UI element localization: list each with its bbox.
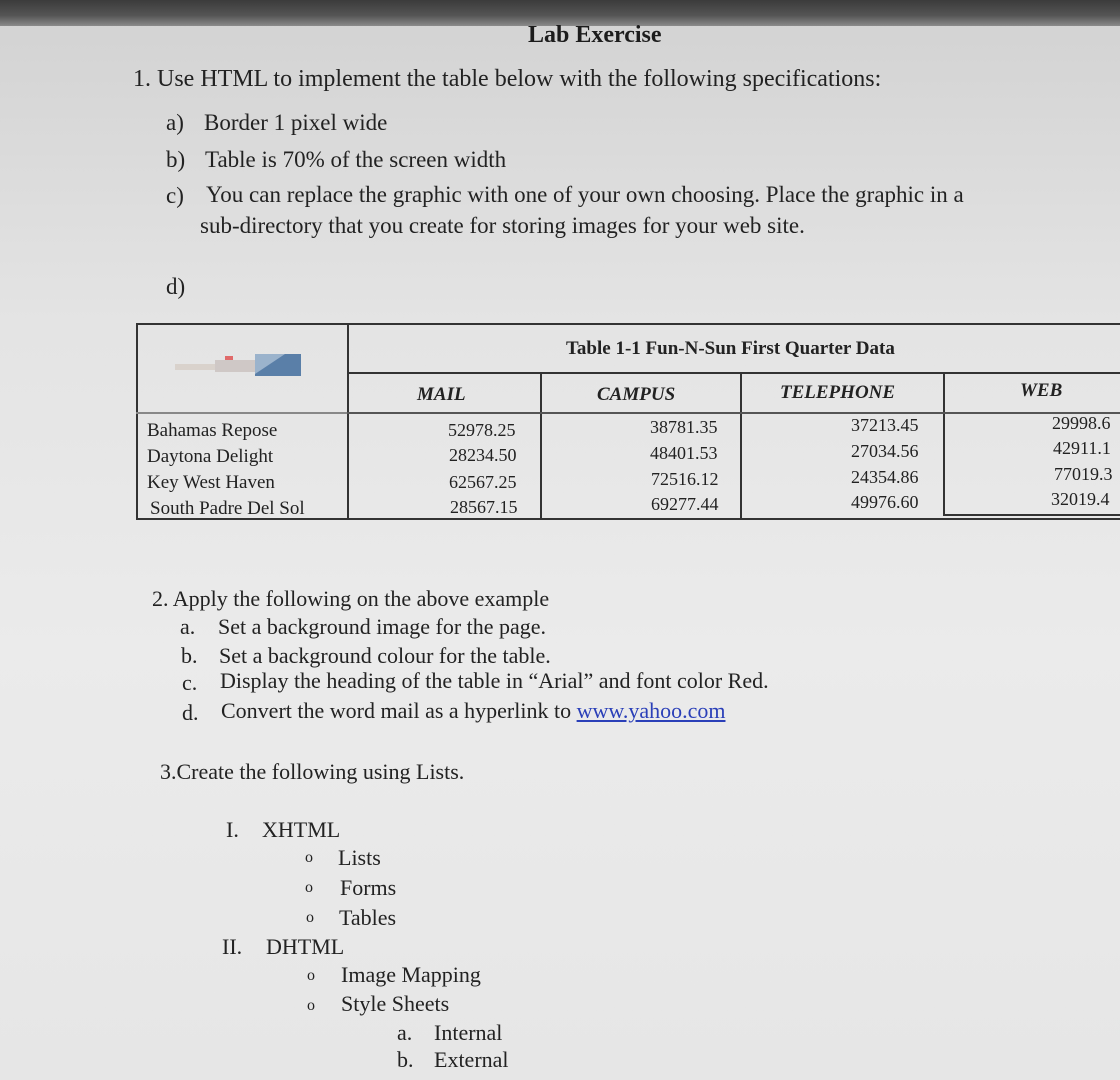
cell-value: 69277.44	[651, 494, 719, 514]
row-label: Daytona Delight	[147, 446, 274, 467]
q2-item-b-letter: b.	[181, 643, 198, 668]
yahoo-link[interactable]: www.yahoo.com	[576, 698, 726, 723]
column-header-mail: MAIL	[417, 384, 466, 405]
column-header-telephone: TELEPHONE	[780, 382, 896, 403]
cell-value: 72516.12	[651, 469, 719, 489]
page-title: Lab Exercise	[528, 22, 662, 48]
table-divider	[347, 372, 1120, 374]
cell-value: 29998.6	[1052, 413, 1111, 433]
table-divider	[943, 372, 945, 515]
column-header-campus: CAMPUS	[597, 384, 676, 405]
cell-value: 77019.3	[1054, 464, 1113, 484]
row-label: Bahamas Repose	[147, 420, 278, 441]
sublist-item: Internal	[434, 1020, 503, 1045]
cell-value: 24354.86	[851, 467, 919, 487]
q2-item-a-text: Set a background image for the page.	[218, 614, 547, 639]
bullet-icon: o	[305, 879, 313, 896]
cell-value: 62567.25	[449, 472, 517, 492]
spec-c-letter: c)	[166, 183, 184, 208]
table-divider	[347, 412, 1120, 414]
bullet-icon: o	[305, 849, 313, 866]
q2-item-d-letter: d.	[182, 700, 199, 725]
spec-c-text: You can replace the graphic with one of your own choosing. Place the graphic in a	[206, 182, 964, 207]
cell-value: 38781.35	[650, 417, 718, 437]
list-group-label: DHTML	[266, 934, 345, 959]
cell-value: 37213.45	[851, 415, 919, 435]
list-numeral: II.	[222, 934, 243, 959]
row-label: Key West Haven	[147, 472, 275, 493]
spec-a-letter: a)	[166, 110, 184, 135]
q2-item-a-letter: a.	[180, 614, 196, 639]
list-item: Forms	[340, 875, 397, 900]
spec-d-letter: d)	[166, 274, 186, 299]
row-label: South Padre Del Sol	[150, 498, 305, 519]
question-3: 3.Create the following using Lists.	[160, 759, 465, 784]
table-divider	[740, 374, 742, 518]
sublist-letter: a.	[397, 1020, 413, 1045]
list-item: Tables	[339, 905, 397, 930]
q2-item-b-text: Set a background colour for the table.	[219, 643, 551, 668]
spec-a-text: Border 1 pixel wide	[204, 110, 388, 135]
spec-b-text: Table is 70% of the screen width	[205, 147, 507, 172]
cell-value: 48401.53	[650, 443, 718, 463]
table-divider	[347, 323, 349, 520]
list-item: Style Sheets	[341, 991, 450, 1016]
question-2: 2. Apply the following on the above example	[152, 586, 550, 611]
cell-value: 42911.1	[1053, 438, 1111, 458]
bullet-icon: o	[307, 997, 315, 1014]
cell-value: 27034.56	[851, 441, 919, 461]
cell-value: 52978.25	[448, 420, 516, 440]
sublist-item: External	[434, 1047, 509, 1072]
question-1: 1. Use HTML to implement the table below with the following specifications:	[133, 66, 882, 92]
q2-item-c-letter: c.	[182, 670, 198, 695]
cell-value: 28567.15	[450, 497, 518, 517]
cell-value: 49976.60	[851, 492, 919, 512]
column-header-web: WEB	[1020, 380, 1063, 401]
table-divider	[540, 374, 542, 520]
table-divider	[136, 412, 348, 414]
table-graphic-image	[175, 352, 303, 382]
q2-item-c-text: Display the heading of the table in “Arial” and font color Red.	[220, 668, 769, 693]
cell-value: 28234.50	[449, 445, 517, 465]
q2-item-d-text: Convert the word mail as a hyperlink to	[221, 698, 577, 723]
spec-c-text-line2: sub-directory that you create for storing images for your web site.	[200, 213, 805, 238]
spec-b-letter: b)	[166, 147, 186, 172]
list-group-label: XHTML	[262, 817, 341, 842]
table-divider	[943, 514, 1120, 516]
cell-value: 32019.4	[1051, 489, 1110, 509]
list-numeral: I.	[226, 817, 239, 842]
list-item: Image Mapping	[341, 962, 481, 987]
bullet-icon: o	[307, 967, 315, 984]
sublist-letter: b.	[397, 1047, 414, 1072]
table-caption: Table 1-1 Fun-N-Sun First Quarter Data	[566, 338, 895, 359]
list-item: Lists	[338, 845, 381, 870]
q2-item-d	[221, 698, 725, 724]
bullet-icon: o	[306, 909, 314, 926]
